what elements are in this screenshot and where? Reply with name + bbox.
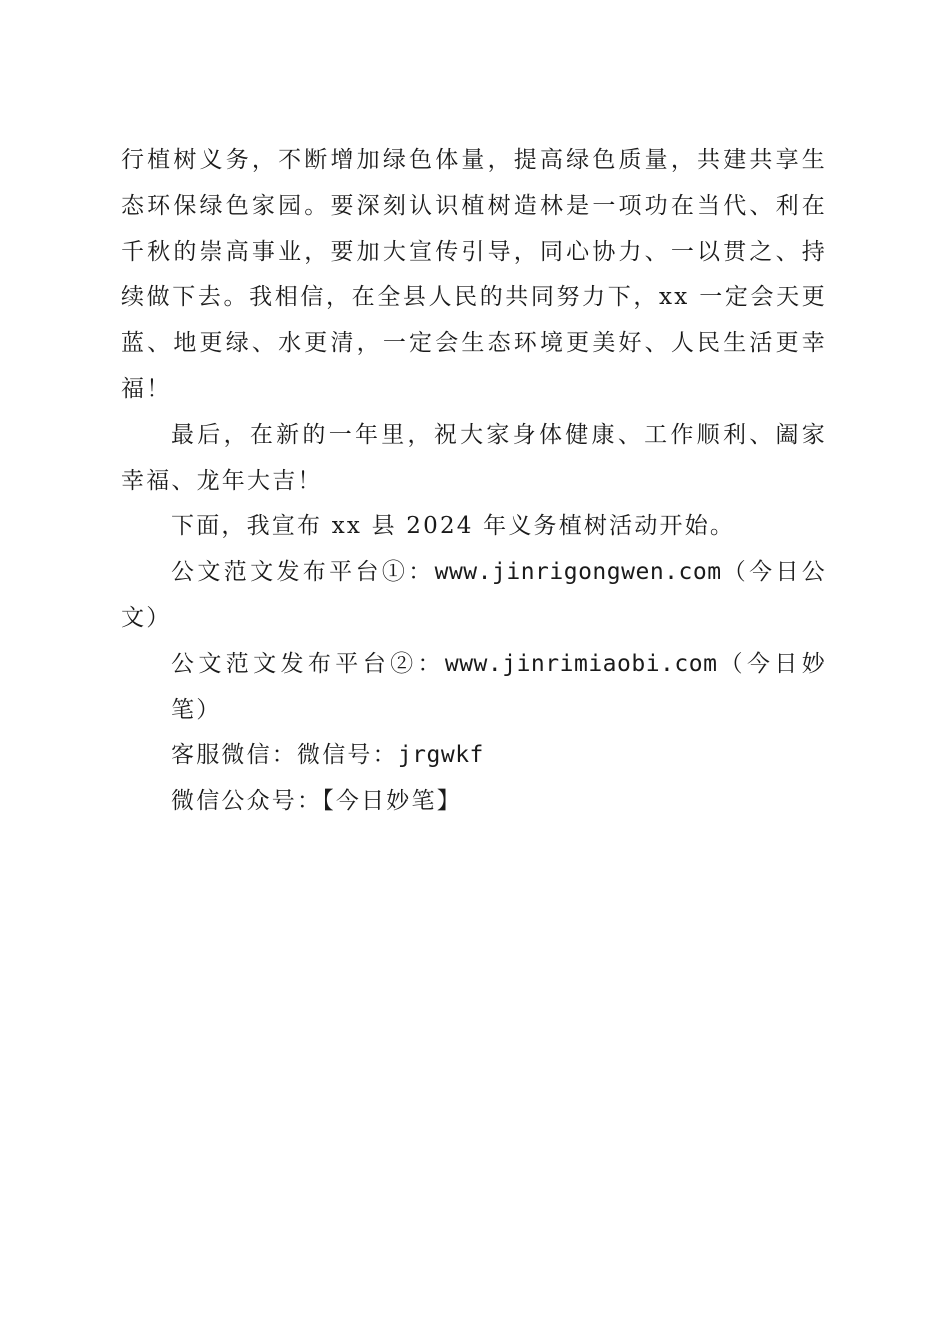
platform-1-suffix: （今日公	[721, 559, 828, 586]
text-line: 最后，在新的一年里，祝大家身体健康、工作顺利、阖家	[171, 421, 827, 448]
platform-1-label: 公文范文发布平台①：	[171, 559, 435, 586]
platform-1-url: www.jinrigongwen.com	[434, 559, 722, 586]
platform-2-paragraph	[121, 642, 827, 734]
official-account-paragraph	[121, 779, 827, 825]
text-line: 蓝、地更绿、水更清，一定会生态环境更美好、人民生活更幸	[121, 330, 827, 357]
text-line: 态环保绿色家园。要深刻认识植树造林是一项功在当代、利在	[121, 192, 827, 219]
service-wechat-paragraph	[121, 733, 827, 779]
official-account-name: 【今日妙笔】	[322, 788, 462, 815]
document-page	[121, 138, 827, 825]
text-line	[121, 642, 827, 734]
body-paragraph-2	[121, 413, 827, 505]
text-line	[121, 550, 827, 596]
platform-1-paragraph	[121, 550, 827, 642]
text-line: 下面，我宣布 xx 县 2024 年义务植树活动开始。	[171, 513, 736, 540]
text-line: 文）	[121, 604, 172, 631]
platform-2-label: 公文范文发布平台②：	[171, 650, 445, 677]
platform-2-url: www.jinrimiaobi.com	[444, 650, 718, 677]
text-line: 福！	[121, 375, 172, 402]
body-paragraph-1	[121, 138, 827, 413]
official-account-label: 微信公众号：	[171, 788, 323, 815]
body-paragraph-3	[121, 504, 827, 550]
service-wechat-id: jrgwkf	[397, 742, 484, 769]
text-line: 行植树义务，不断增加绿色体量，提高绿色质量，共建共享生	[121, 147, 827, 173]
text-line	[121, 779, 827, 825]
text-line: 幸福、龙年大吉！	[121, 467, 323, 494]
text-line: 千秋的崇高事业，要加大宣传引导，同心协力、一以贯之、持	[121, 238, 827, 265]
service-wechat-label: 客服微信：微信号：	[171, 742, 398, 769]
platform-2-suffix: （今日妙笔）	[171, 650, 827, 723]
text-line: 续做下去。我相信，在全县人民的共同努力下，xx 一定会天更	[121, 284, 827, 311]
text-line	[121, 733, 827, 779]
